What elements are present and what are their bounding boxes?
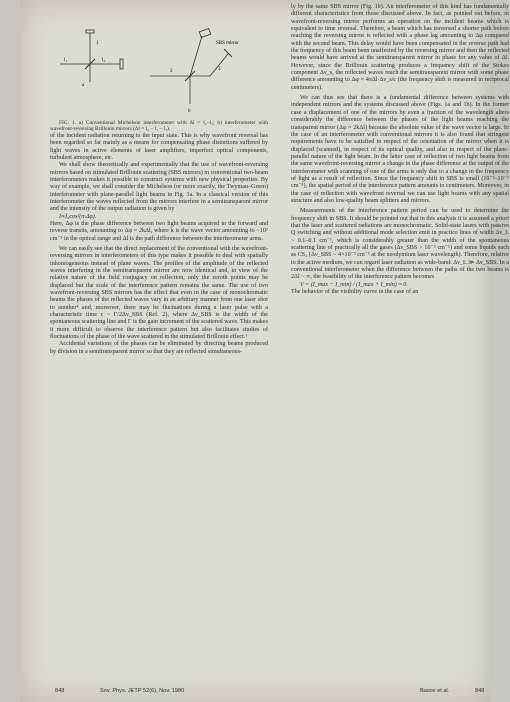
figure-caption: FIG. 1. a) Conventional Michelson interferometer with Δl = l₂−l₁; b) interferometer with wavefront-reversing Brillouin mirrors (Δl = l₂ − l₁ − l₃). bbox=[50, 120, 268, 133]
page-number-right: 848 bbox=[475, 688, 485, 694]
paper-page bbox=[20, 0, 509, 702]
mirror-top-a bbox=[86, 30, 94, 33]
left-paragraph: of the incident radiation returning to the input state. This is why wavefront reversal has been regarded so far mainly as a means for compensating phase distortions suffered by light waves in active elements of laser amplifiers, imperfect optical components, turbulent atmosphere, etc. bbox=[50, 132, 268, 161]
right-paragraph: ly by the same SBS mirror (Fig. 1b). An interferometer of this kind has fundamentally different characteristics from those discussed above. In fact, as pointed out before, in wavefront-reversing mirror performs an operation on the incident beams which is equivalent to time reversal. Therefore, a beam which has traversed a shorter path before reaching the reversing mirror is reflected with a phase lag amounting to Δφ compared with the second beam. This delay would have been compensated in the reverse path had the frequency of this beam been unaffected by the reversing mirror and then the reflected beams would have arrived at the semitransparent mirror in phase for any value of Δl. However, since the Brillouin scattering produces a frequency shift of the Stokes component Δν_s, the reflected waves reach the semitransparent mirror with some phase difference amounting to Δφ = 4πΔl·Δν_s/c (the frequency shift is measured in reciprocal centimeters). bbox=[291, 4, 509, 91]
left-paragraph: Accidental variations of the phases can be eliminated by directing beams produced by division in a semitransparent mirror so that they are reflected simultaneous- bbox=[50, 341, 268, 355]
right-paragraph: We can thus see that there is a fundamental difference between systems with independent mirrors and the systems discussed above (Figs. 1a and 1b). In the former case a displacement of one of the mirrors by even a fraction of the wavelength alters considerably the difference between the phases of the light beams reaching the transparent mirror (Δφ = 2kΔl) because the absolute value of the wave vector is large. In the case of an interferometer with conventional mirrors it is also found that stringent requirements have to be satisfied in respect of the orientation of the mirror when it is displaced (scanned), in respect of its optical quality, and also in respect of the plane-parallel nature of the light beam. In the latter case of reflection of two light beams from the same wavefront-reversing mirror a change in the phase difference at the output of the interferometer with scanning of one of the arms is only due to a change in the frequency of light as a result of reflection. Since the frequency shift in SBS is small (10⁻³–10⁻⁵ cm⁻¹), the spatial period of the interference pattern amounts to centimeters. Moreover, in the case of reflection with wavefront reversal we can use light beams with any spatial structure and also low-quality beam splitters and mirrors. bbox=[291, 95, 509, 204]
left-column bbox=[50, 4, 268, 356]
page-number-left: 848 bbox=[55, 688, 65, 694]
interferometer-diagram bbox=[50, 24, 268, 120]
label-b: b bbox=[188, 109, 191, 114]
sbs-cell bbox=[199, 28, 210, 37]
label-3: 3 bbox=[218, 67, 221, 72]
label-sbs-mirror: SBS mirror bbox=[216, 41, 239, 46]
equation-visibility: V = (I_max − I_min) / (I_max + I_min) ≈ 0. bbox=[300, 281, 408, 288]
left-paragraph: Here, Δφ is the phase difference between two light beams acquired in the forward and reverse transits, amounting to Δφ = 2kΔl, where k is the wave vector amounting to ~10⁵ cm⁻¹ in the optical range and Δl is the path difference between the interferometer arms. bbox=[50, 220, 268, 242]
beam-to-mirror-b bbox=[210, 54, 228, 76]
label-a: a bbox=[82, 83, 85, 88]
right-paragraph: Measurements of the interference pattern period can be used to determine the frequency shift in SBS. It should be pointed out that in this analysis it is assumed a priori that the laser and scattered radiations are monochromatic. Solid-state lasers with passive Q switching and without additional mode selection emit in practice lines of width Δν_L ~ 0.1–0.1 cm⁻¹, which is considerably greater than the width of the spontaneous scattering line of practically all the gases (Δν_SBS > 10⁻³ cm⁻¹) and some liquids such as CS₂ (Δν_SBS ~ 4×10⁻³ cm⁻¹ at the neodymium laser wavelength). Therefore, relative to the active medium, we can regard laser radiation as wide-band: Δν_L ≫ Δν_SBS. In a conventional interferometer when the difference between the paths of the two beams is 2Δl ~ ∞, the feasibility of the interference pattern becomes bbox=[291, 208, 509, 281]
figure-1 bbox=[50, 24, 268, 120]
label-1: 1 bbox=[96, 41, 99, 46]
mirror-b bbox=[224, 49, 232, 57]
right-column bbox=[291, 4, 509, 296]
mirror-right-a bbox=[120, 59, 123, 69]
label-2: 2 bbox=[170, 69, 173, 74]
journal-citation: Sov. Phys. JETP 52(6), Nov. 1980 bbox=[100, 688, 185, 694]
author-footer: Basov et al. bbox=[420, 688, 450, 694]
left-paragraph: We shall show theoretically and experimentally that the use of wavefront-reversing mirrors based on stimulated Brillouin scattering (SBS mirrors) in conventional two-beam interferometers makes it possible to construct systems with new physical properties. By way of example, we shall consider the Michelson (or more exactly, the Twyman–Green) interferometer with plane-parallel light beams in Fig. 1a. In a classical version of this interferometer the waves reflected from the mirrors interfere in a semitransparent mirror and the intensity of the output radiation is given by bbox=[50, 162, 268, 213]
right-paragraph: The behavior of the visibility curve in the case of an bbox=[291, 289, 419, 296]
label-l2: l₂ bbox=[102, 58, 106, 63]
left-paragraph: We can easily see that the direct replacement of the conventional with the wavefront-reversing mirrors in interferometers of this type makes it possible to deal with spatially inhomogeneous instead of plane waves. The profiles of the amplitude of the reflected waves interfering in the semitransparent mirror are now identical and, in view of the relative nature of the field conjugacy on reflection, only the zeroth points may be displaced but the scale of the interference pattern remains the same. The use of two wavefront-reversing SBS mirrors has the effect that even in the case of monochromatic beams the phases of the reflected waves vary in an arbitrary manner from one laser shot to another⁴ and, moreover, there may be fluctuations during a laser pulse with a characteristic time τ ~ Γ/2Δν_SBS (Ref. 2), where Δν_SBS is the width of the spontaneous scattering line and Γ is the gain increment of the scattered wave. This makes it more difficult to observe the interference pattern but also facilitates studies of fluctuations of the phase of the wave scattered in the stimulated Brillouin effect.⁵ bbox=[50, 245, 268, 341]
label-l1: l₁ bbox=[64, 58, 68, 63]
equation-intensity: I∝I₀cos²(π·Δφ). bbox=[59, 213, 97, 220]
beam-diag-b bbox=[190, 36, 202, 76]
